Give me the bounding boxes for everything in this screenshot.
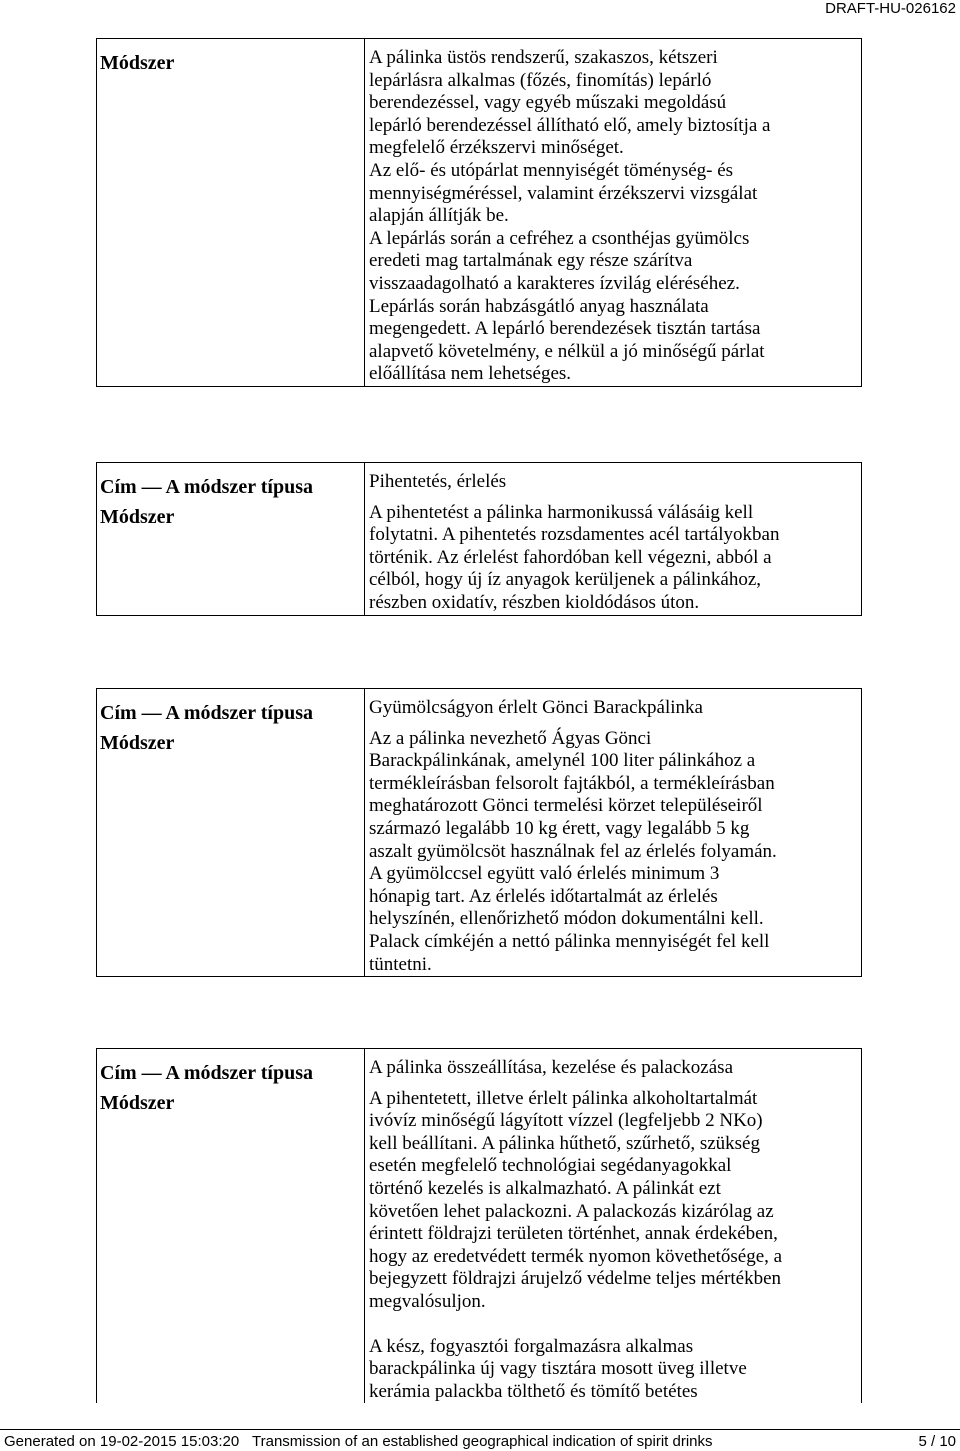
text-line: A kész, fogyasztói forgalmazásra alkalmas — [369, 1335, 694, 1357]
footer-generated: Generated on 19-02-2015 15:03:20 — [4, 1433, 240, 1450]
method-block-3 — [96, 688, 862, 977]
text-line: megfelelő érzékszervi minőséget. — [369, 137, 624, 159]
text-line: meghatározott Gönci termelési körzet településeiről — [369, 795, 763, 817]
text-line: Barackpálinkának, amelynél 100 liter pálinkához a — [369, 750, 756, 772]
text-line: kell beállítani. A pálinka hűthető, szűrhető, szükség — [369, 1132, 760, 1154]
label-cell — [97, 39, 365, 387]
method-title: A pálinka összeállítása, kezelése és palackozása — [369, 1057, 733, 1078]
method-block-4 — [96, 1048, 862, 1408]
text-line: érintett földrajzi területen történhet, annak érdekében, — [369, 1223, 778, 1245]
text-line: tüntetni. — [369, 953, 432, 975]
text-line: alapján állítják be. — [369, 205, 509, 227]
method-text — [369, 502, 857, 615]
text-line: bejegyzett földrajzi árujelző védelme teljes mértékben — [369, 1268, 781, 1290]
text-line: történő kezelés is alkalmazható. A pálinkát ezt — [369, 1177, 721, 1199]
text-line: A gyümölccsel együtt való érlelés minimum 3 — [369, 863, 720, 885]
text-line: berendezéssel, vagy egyéb műszaki megoldású — [369, 92, 727, 114]
text-line: történik. Az érlelést fahordóban kell végezni, abból a — [369, 546, 772, 568]
text-line: megvalósuljon. — [369, 1290, 486, 1312]
label-cell — [97, 1049, 365, 1404]
method-label: Módszer — [100, 506, 175, 528]
text-line: követően lehet palackozni. A palackozás kizárólag az — [369, 1200, 774, 1222]
title-type-label: Cím — A módszer típusa — [100, 1062, 313, 1084]
text-line: visszaadagolható a karakteres ízvilág eléréséhez. — [369, 272, 740, 294]
text-line: ivóvíz minőségű lágyított vízzel (legfeljebb 2 NKo) — [369, 1110, 763, 1132]
text-line: kerámia palackba tölthető és tömítő betétes — [369, 1380, 698, 1402]
text-line: esetén megfelelő technológiai segédanyagokkal — [369, 1155, 732, 1177]
text-line: folytatni. A pihentetés rozsdamentes acél tartályokban — [369, 524, 780, 546]
footer-page-number: 5 / 10 — [918, 1433, 956, 1450]
text-line: A pihentetett, illetve érlelt pálinka alkoholtartalmát — [369, 1087, 758, 1109]
text-line: A pihentetést a pálinka harmonikussá válásáig kell — [369, 501, 754, 523]
method-text — [369, 1088, 857, 1314]
text-line: Palack címkéjén a nettó pálinka mennyiségét fel kell — [369, 930, 770, 952]
method-text — [369, 728, 857, 977]
method-label: Módszer — [100, 732, 175, 754]
text-line: eredeti mag tartalmának egy része szárítva — [369, 250, 693, 272]
text-line: alapvető követelmény, e nélkül a jó minőségű párlat — [369, 340, 765, 362]
method-label: Módszer — [100, 1092, 175, 1114]
method-title: Gyümölcságyon érlelt Gönci Barackpálinka — [369, 697, 703, 718]
document-id: DRAFT-HU-026162 — [825, 0, 956, 17]
method-label: Módszer — [100, 52, 175, 74]
text-line: megengedett. A lepárló berendezések tisztán tartása — [369, 318, 761, 340]
page-footer — [0, 1429, 960, 1450]
method-text — [369, 47, 857, 386]
text-line: lepárló berendezéssel állítható elő, amely biztosítja a — [369, 114, 771, 136]
method-block-1 — [96, 38, 862, 387]
text-line: barackpálinka új vagy tisztára mosott üveg illetve — [369, 1358, 747, 1380]
value-cell — [365, 463, 862, 616]
value-cell — [365, 689, 862, 977]
text-line: termékleírásban felsorolt fajtákból, a termékleírásban — [369, 772, 775, 794]
text-line: részben oxidatív, részben kioldódásos úton. — [369, 591, 700, 613]
title-type-label: Cím — A módszer típusa — [100, 476, 313, 498]
text-line: hogy az eredetvédett termék nyomon követhetősége, a — [369, 1245, 783, 1267]
method-block-2 — [96, 462, 862, 616]
title-type-label: Cím — A módszer típusa — [100, 702, 313, 724]
label-cell — [97, 463, 365, 616]
text-line: mennyiségméréssel, valamint érzékszervi vizsgálat — [369, 182, 758, 204]
text-line: A pálinka üstös rendszerű, szakaszos, kétszeri — [369, 47, 718, 68]
text-line: aszalt gyümölcsöt használnak fel az érlelés folyamán. — [369, 840, 777, 862]
text-line: lepárlásra alkalmas (főzés, finomítás) lepárló — [369, 69, 712, 91]
text-line: előállítása nem lehetséges. — [369, 363, 572, 385]
text-line: Lepárlás során habzásgátló anyag használata — [369, 295, 709, 317]
footer-description: Transmission of an established geographical indication of spirit drinks — [252, 1433, 713, 1450]
text-line: származó legalább 10 kg érett, vagy legalább 5 kg — [369, 817, 750, 839]
text-line: hónapig tart. Az érlelés időtartalmát az érlelés — [369, 885, 718, 907]
text-line: A lepárlás során a cefréhez a csonthéjas gyümölcs — [369, 227, 750, 249]
label-cell — [97, 689, 365, 977]
value-cell — [365, 1049, 862, 1404]
text-line: célból, hogy új íz anyagok kerüljenek a pálinkához, — [369, 569, 762, 591]
value-cell — [365, 39, 862, 387]
text-line: Az a pálinka nevezhető Ágyas Gönci — [369, 727, 652, 749]
text-line: Az elő- és utópárlat mennyiségét töménység- és — [369, 159, 734, 181]
method-text-continued — [369, 1336, 857, 1404]
method-title: Pihentetés, érlelés — [369, 471, 507, 492]
text-line: helyszínén, ellenőrizhető módon dokumentálni kell. — [369, 908, 764, 930]
